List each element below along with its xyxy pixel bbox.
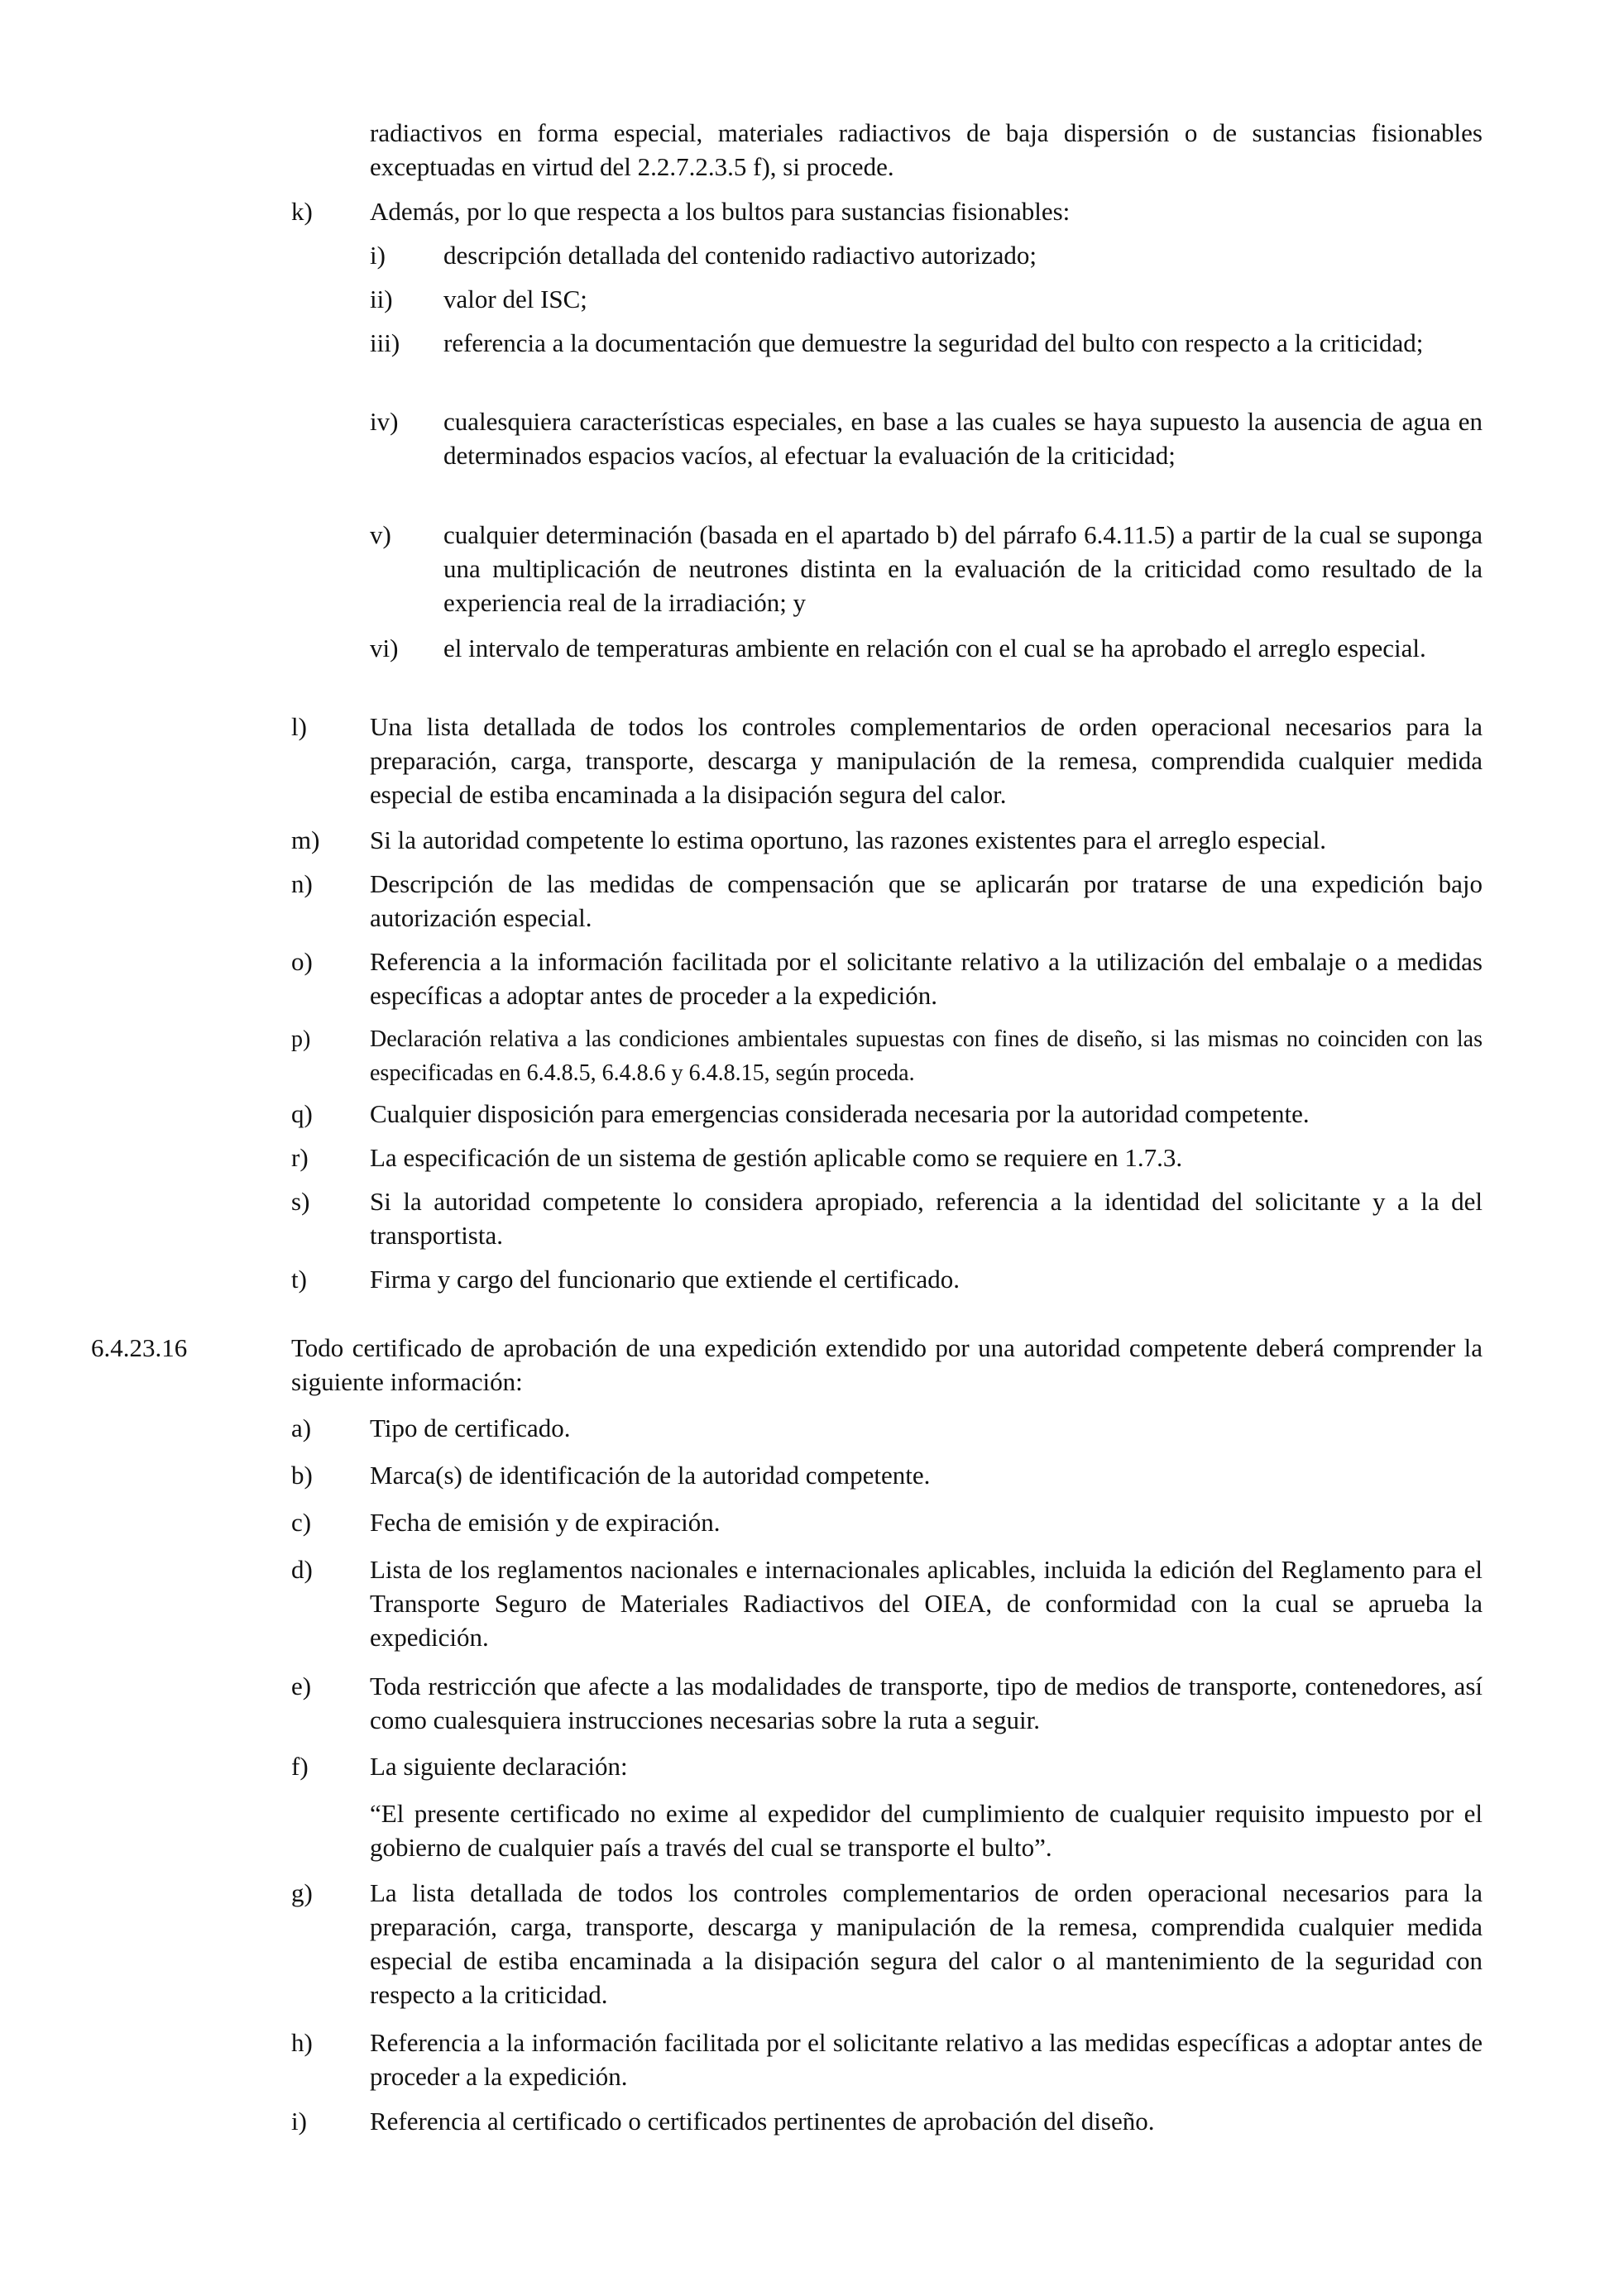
list-text: Si la autoridad competente lo estima oportuno, las razones existentes para el arreglo especial. [370, 825, 1327, 854]
list-text: Marca(s) de identificación de la autoridad competente. [370, 1461, 931, 1490]
list-text: Tipo de certificado. [370, 1413, 571, 1442]
list-text: Si la autoridad competente lo considera apropiado, referencia a la identidad del solicitante y a la del transportista. [370, 1187, 1483, 1250]
list-text: Fecha de emisión y de expiración. [370, 1508, 721, 1537]
sub-label: i) [370, 241, 386, 270]
list-label: o) [291, 947, 313, 976]
list-text: Referencia a la información facilitada por el solicitante relativo a las medidas específicas a adoptar antes de proceder a la expedición. [370, 2028, 1483, 2091]
list-label: l) [291, 712, 307, 741]
section-number: 6.4.23.16 [91, 1333, 188, 1362]
list-label: b) [291, 1461, 313, 1490]
section-paragraph: Todo certificado de aprobación de una expedición extendido por una autoridad competente deberá comprender la siguiente información: [291, 1333, 1483, 1396]
sub-label: v) [370, 520, 391, 549]
list-text: Además, por lo que respecta a los bultos para sustancias fisionables: [370, 197, 1071, 226]
sub-label: iii) [370, 328, 400, 357]
list-label: i) [291, 2107, 307, 2136]
list-text: Toda restricción que afecte a las modalidades de transporte, tipo de medios de transporte, contenedores, así como cualesquiera instrucciones necesarias sobre la ruta a seguir. [370, 1672, 1483, 1734]
sub-text: cualesquiera características especiales, en base a las cuales se haya supuesto la ausencia de agua en determinados espacios vacíos, al efectuar la evaluación de la criticidad; [443, 407, 1483, 470]
quoted-declaration: “El presente certificado no exime al expedidor del cumplimiento de cualquier requisito impuesto por el gobierno de cualquier país a través del cual se transporte el bulto”. [370, 1799, 1483, 1862]
list-label: a) [291, 1413, 312, 1442]
sub-text: cualquier determinación (basada en el apartado b) del párrafo 6.4.11.5) a partir de la cual se suponga una multiplicación de neutrones distinta en la evaluación de la criticidad como resultado de la experiencia real de la irradiación; y [443, 520, 1483, 617]
list-label: d) [291, 1555, 313, 1584]
list-label: s) [291, 1187, 310, 1216]
list-text: Declaración relativa a las condiciones ambientales supuestas con fines de diseño, si las mismas no coinciden con las especificadas en 6.4.8.5, 6.4.8.6 y 6.4.8.15, según proceda. [370, 1026, 1483, 1086]
list-label: m) [291, 825, 320, 854]
list-label: h) [291, 2028, 313, 2057]
list-text: Lista de los reglamentos nacionales e internacionales aplicables, incluida la edición del Reglamento para el Transporte Seguro de Materiales Radiactivos del OIEA, de conformidad con la cual se aprueba la expedición. [370, 1555, 1483, 1652]
sub-label: iv) [370, 407, 399, 436]
continuation-paragraph: radiactivos en forma especial, materiales radiactivos de baja dispersión o de sustancias fisionables exceptuadas en virtud del 2.2.7.2.3.5 f), si procede. [370, 118, 1483, 181]
sub-text: valor del ISC; [443, 285, 587, 313]
list-text: Firma y cargo del funcionario que extiende el certificado. [370, 1265, 960, 1294]
list-text: Una lista detallada de todos los controles complementarios de orden operacional necesarios para la preparación, carga, transporte, descarga y manipulación de la remesa, comprendida cualquier medida especial de estiba encaminada a la disipación segura del calor. [370, 712, 1483, 809]
list-label: r) [291, 1143, 309, 1172]
sub-text: descripción detallada del contenido radiactivo autorizado; [443, 241, 1037, 270]
list-label: p) [291, 1026, 311, 1052]
list-text: Descripción de las medidas de compensación que se aplicarán por tratarse de una expedición bajo autorización especial. [370, 869, 1483, 932]
sub-text: el intervalo de temperaturas ambiente en relación con el cual se ha aprobado el arreglo especial. [443, 634, 1426, 662]
list-label: k) [291, 197, 313, 226]
list-label: n) [291, 869, 313, 898]
sub-text: referencia a la documentación que demuestre la seguridad del bulto con respecto a la criticidad; [443, 328, 1424, 357]
list-text: Referencia a la información facilitada por el solicitante relativo a la utilización del embalaje o a medidas específicas a adoptar antes de proceder a la expedición. [370, 947, 1483, 1010]
list-text: La siguiente declaración: [370, 1752, 628, 1781]
list-text: La especificación de un sistema de gestión aplicable como se requiere en 1.7.3. [370, 1143, 1183, 1172]
list-text: Referencia al certificado o certificados pertinentes de aprobación del diseño. [370, 2107, 1155, 2136]
sub-label: vi) [370, 634, 399, 662]
list-text: La lista detallada de todos los controles complementarios de orden operacional necesarios para la preparación, carga, transporte, descarga y manipulación de la remesa, comprendida cualquier medida especial de estiba encaminada a la disipación segura del calor o al mantenimiento de la seguridad con respecto a la criticidad. [370, 1878, 1483, 2009]
list-label: g) [291, 1878, 313, 1907]
list-label: q) [291, 1099, 313, 1128]
sub-label: ii) [370, 285, 393, 313]
list-label: e) [291, 1672, 312, 1700]
list-label: t) [291, 1265, 307, 1294]
list-label: f) [291, 1752, 309, 1781]
list-label: c) [291, 1508, 312, 1537]
list-text: Cualquier disposición para emergencias considerada necesaria por la autoridad competente. [370, 1099, 1310, 1128]
